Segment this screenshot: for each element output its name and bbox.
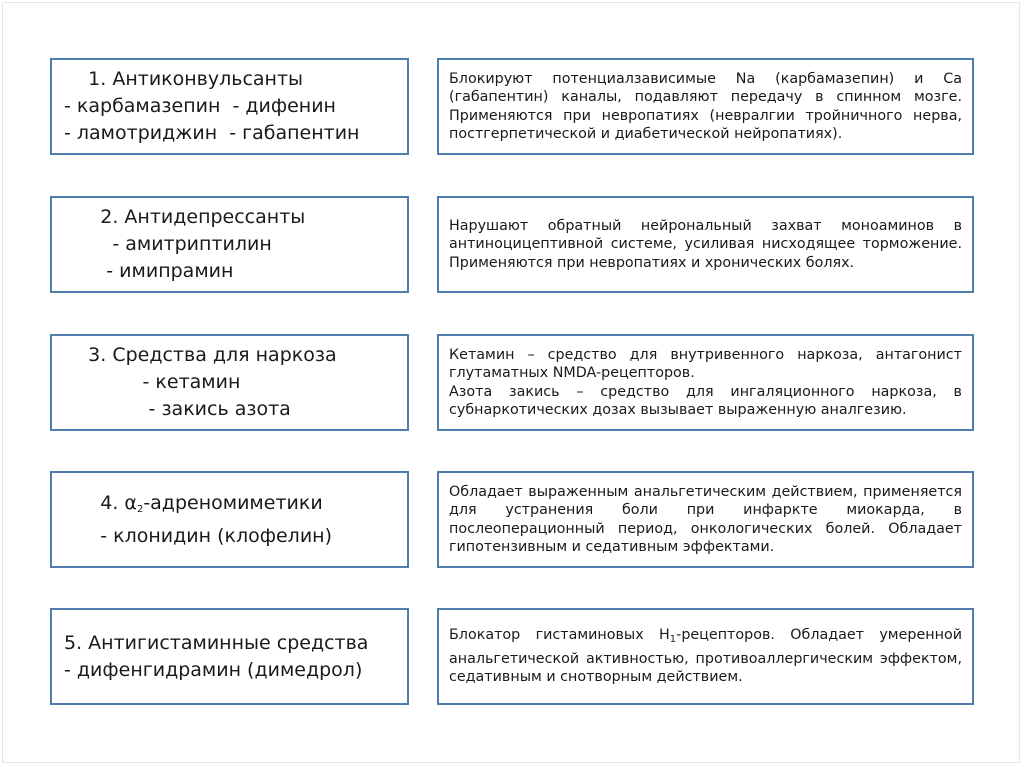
mechanism-text: Обладает выраженным анальгетическим действием, применяется для устранения боли при инфаркте миокарда, в послеоперационный период, онкологических болей. Обладает гипотензивным и седативным эффектами. — [449, 483, 962, 555]
drug-list-line: - клонидин (клофелин) — [64, 524, 333, 547]
drug-list-line: - амитриптилин — [64, 233, 272, 255]
mechanism-box-5 — [437, 608, 974, 705]
drug-class-title: 5. Антигистаминные средства — [64, 631, 369, 654]
drug-list-line: - ламотриджин - габапентин — [64, 122, 360, 144]
drug-class-box-2 — [50, 196, 409, 293]
mechanism-box-3 — [437, 334, 974, 431]
drug-class-title: 4. $\alpha_2$-адреномиметики — [64, 491, 323, 515]
mechanism-text: Кетамин – средство для внутривенного наркоза, антагонист глутаматных NMDA-рецепторов. — [449, 346, 962, 381]
mechanism-box-4 — [437, 471, 974, 568]
drug-list-line: - кетамин — [64, 371, 241, 393]
drug-list-line: - имипрамин — [64, 260, 234, 282]
drug-class-box-3 — [50, 334, 409, 431]
drug-list-line: - закись азота — [64, 398, 291, 420]
drug-class-title: 1. Антиконвульсанты — [64, 68, 304, 90]
mechanism-box-2 — [437, 196, 974, 293]
drug-class-box-1 — [50, 58, 409, 155]
drug-class-title: 3. Средства для наркоза — [64, 344, 337, 366]
mechanism-text: Нарушают обратный нейрональный захват моноаминов в антиноцицептивной системе, усиливая нисходящее торможение. Применяются при невропатиях и хронических болях. — [449, 217, 962, 271]
drug-class-box-5 — [50, 608, 409, 705]
drug-class-box-4 — [50, 471, 409, 568]
drug-list-line: - дифенгидрамин (димедрол) — [64, 658, 363, 681]
mechanism-text: Блокируют потенциалзависимые Na (карбамазепин) и Ca (габапентин) каналы, подавляют передачу в спинном мозге. Применяются при невропатиях (невралгии тройничного нерва, постгерпетической и диабетической нейропатиях). — [449, 70, 962, 142]
mechanism-text: Блокатор гистаминовых $H_1$-рецепторов. Обладает умеренной анальгетической активностью, противоаллергическим эффектом, седативным и снотворным действием. — [449, 627, 962, 686]
drug-list-line: - карбамазепин - дифенин — [64, 95, 336, 117]
drug-class-title: 2. Антидепрессанты — [64, 206, 306, 228]
mechanism-box-1 — [437, 58, 974, 155]
mechanism-text: Азота закись – средство для ингаляционного наркоза, в субнаркотических дозах вызывает выраженную аналгезию. — [449, 383, 962, 418]
